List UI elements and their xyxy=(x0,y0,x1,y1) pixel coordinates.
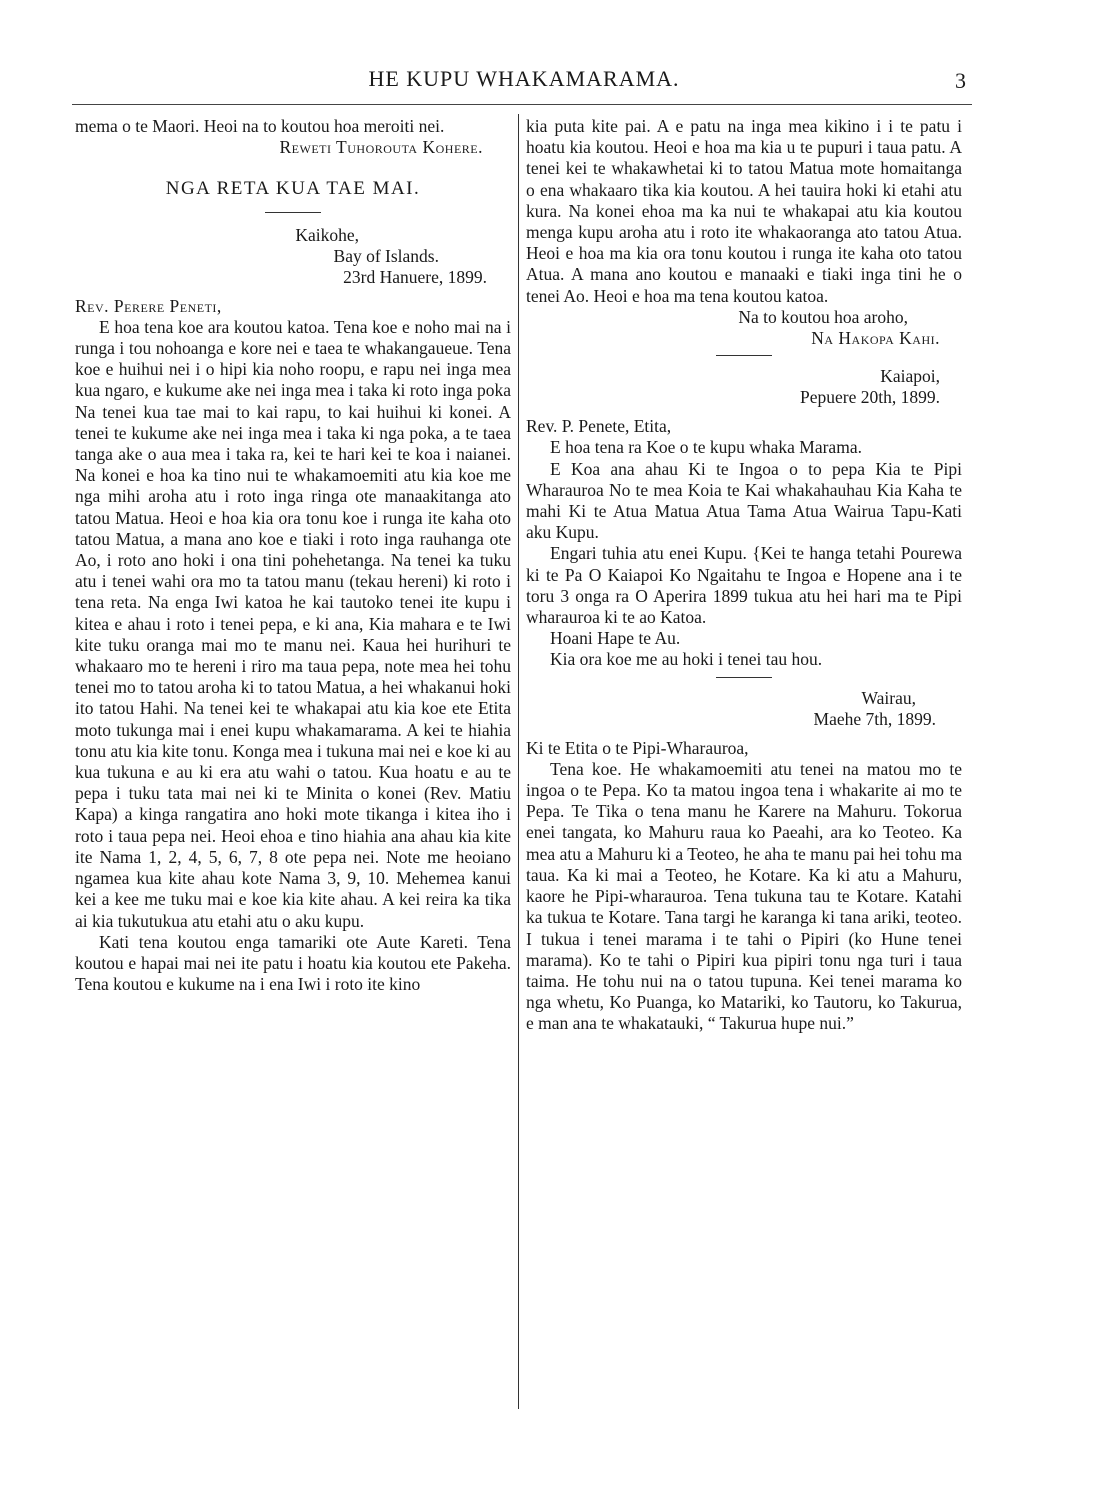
column-divider xyxy=(518,114,519,1409)
address-date: 23rd Hanuere, 1899. xyxy=(343,266,487,287)
address-date: Maehe 7th, 1899. xyxy=(813,708,936,729)
letter1-address xyxy=(75,225,511,288)
letter3-paragraph: Tena koe. He whakamoemiti atu tenei na matou mo te ingoa o te Pepa. Ko ta matou ingoa tena i whakarite ai mo te Pepa. Te Tika o tena manu he Karere na Mahuru. Tokorua enei tangata, ko Mahuru raua ko Paeahi, ara ko Teoteo. Ka mea atu a Mahuru ki a Teoteo, he aha te manu pai hei tohu ma taua. Ka ki mai a Teoteo, he Kotare. Ka ki atu a Mahuru, kaore he Pipi-wharauroa. Tena tukuna tau te Kotare. Katahi ka tukua te Kotare. Tana targi he karanga ki tana ariki, teoteo. I tukua i tenei marama i te tahi o Pipiri (ko Hune tenei marama). Ko te tahi o Pipiri kua pipiri tonu nga turi i taua taima. He tohu nui na o tatou tupuna. Kei tenei marama ko nga whetu, Ko Puanga, ko Matariki, ko Tautoru, ko Takurua, e man ana te whakatauki, “ Takurua hupe nui.” xyxy=(526,758,962,1034)
page-title: HE KUPU WHAKAMARAMA. xyxy=(368,66,680,91)
letter-separator xyxy=(716,355,772,356)
letter1-continuation: kia puta kite pai. A e patu na inga mea kikino i i te patu i hoatu kia koutou. Heoi e hoa ma kia u te pupuri i taua patu. A tenei kei te whakawhetai ki to tatou Matua mote homaitanga o ena whakaaro tika kia koutou. A hei tauira hoki ki etahi atu kura. Na konei ehoa ma ka nui te whakapai atu kia koutou menga kupu aroha atu i roto ite whakaoranga ato tatou Atua. Heoi e hoa ma kia ora tonu koutou i runga ite kaha oto tatou Atua. A mana ano koutou e manaaki e tiaki inga tini he o tenei Ao. Heoi e hoa ma tena koutou katoa. xyxy=(526,116,962,306)
page-number: 3 xyxy=(955,68,966,93)
letter-separator xyxy=(716,677,772,678)
letter2-paragraph: E Koa ana ahau Ki te Ingoa o to pepa Kia te Pipi Wharauroa No te mea Koia te Kai whakahauhau Kia Kaha te mahi Ki te Atua Matua Atua Tama Atua Wairua Tapu-Kati aku Kupu. xyxy=(526,458,962,543)
address-line: Bay of Islands. xyxy=(333,245,439,266)
signature-kohere: Reweti Tuhorouta Kohere. xyxy=(279,137,483,158)
letter3-salutation: Ki te Etita o te Pipi-Wharauroa, xyxy=(526,737,749,758)
letter1-paragraph: E hoa tena koe ara koutou katoa. Tena koe e noho mai na i runga i tou nohoanga e kore nei e taea te whakangaueue. Tena koe e huihui nei i o hipi kia noho roopu, e rapu nei inga mea kua ngaro, e kukume ake nei inga mea i taka ki roto inga poka Na tenei kua tae mai to kai rapu, to kai huihui ki konei. A tenei te kukume ake nei inga mea i taka ki nga poka, a te taea tanga ake o aua mea i taka ra, kei te hari kei te koa i naianei. Na konei e hoa ka tino nui te whakamoemiti atu kia koe me nga mihi aroha atu i roto inga ringa ote manaakitanga ato tatou Matua. Heoi e hoa kia ora tonu koe i runga ite kaha oto tatou Matua, a mana ano koe e tiaki i roto inga rauhanga ote Ao, i roto ano hoki i ona tini pohehetanga. Na tenei ka tuku atu i tenei wahi ora mo ta tatou manu (tekau hereni) ki roto i tena reta. Na enga Iwi katoa he kai tautoko tenei ite kupu i kitea e ahau i roto i tenei pepa, e ki ana, Kia mahara e te Iwi kite tuku oranga mai mo te manu nei. Kaua hei hurihuri te whakaaro mo te hereni i riro ma taua pepa, note mea hei tohu tenei mo to tatou aroha ki to tatou Matua, a hei whakanui hoki ito tatou Hahi. Na tenei kei te whakapai atu kia koe ete Etita moto tukunga mai i enei kupu whakamarama. A kei te hiahia tonu atu kia kite tonu. Konga mea i tukuna mai nei e koe ki au kua tukuna e au ki era atu wahi o tatou. Kua hoatu e au te pepa i tuku tata mai nei ki te Minita o konei (Rev. Matiu Kapa) a kinga rangatira ano hoki mote tikanga i kitea iho i roto i taua pepa nei. Heoi ehoa e tino hiahia ana ahau kia kite ite Nama 1, 2, 4, 5, 6, 7, 8 ote pepa nei. Note me heoiano ngamea kua kite ahau kote Nama 3, 9, 10. Mehemea kanui kei a kee me tuku mai e koe kia kite ahau. A kei reira ka tika ai kia tukutukua atu etahi atu o aku kupu. xyxy=(75,316,511,931)
signature-hakopa: Na Hakopa Kahi. xyxy=(811,328,940,349)
letter2-salutation: Rev. P. Penete, Etita, xyxy=(526,416,672,437)
header-rule xyxy=(72,104,972,105)
address-line: Kaiapoi, xyxy=(880,366,940,387)
left-column xyxy=(75,116,511,995)
letter2-paragraph: Engari tuhia atu enei Kupu. {Kei te hanga tetahi Pourewa ki te Pa O Kaiapoi Ko Ngaitahu te Ingoa e Hopene ana i te toru 3 onga ra O Aperira 1899 tukua atu hei hari ma te Pipi wharauroa ki te ao Katoa. xyxy=(526,543,962,628)
letter1-closing: Na to koutou hoa aroho, xyxy=(738,306,908,327)
section-heading: NGA RETA KUA TAE MAI. xyxy=(165,178,421,200)
address-date: Pepuere 20th, 1899. xyxy=(800,387,940,408)
letter1-salutation: Rev. Perere Peneti, xyxy=(75,295,222,316)
address-line: Kaikohe, xyxy=(295,224,359,245)
letter2-signature: Hoani Hape te Au. xyxy=(550,628,681,649)
letter3-address xyxy=(526,688,962,730)
address-line: Wairau, xyxy=(861,687,916,708)
intro-paragraph: mema o te Maori. Heoi na to koutou hoa meroiti nei. xyxy=(75,116,445,136)
letter2-closing: Kia ora koe me au hoki i tenei tau hou. xyxy=(550,649,823,670)
right-column xyxy=(526,116,962,1035)
letter1-paragraph: Kati tena koutou enga tamariki ote Aute Kareti. Tena koutou e hapai mai nei ite patu i hoatu kia koutou ete Pakeha. Tena koutou e kukume na i ena Iwi i roto ite kino xyxy=(75,931,511,995)
section-rule xyxy=(265,212,321,213)
letter2-address xyxy=(526,366,962,408)
letter2-paragraph: E hoa tena ra Koe o te kupu whaka Marama. xyxy=(550,437,862,458)
page-header xyxy=(74,66,974,96)
